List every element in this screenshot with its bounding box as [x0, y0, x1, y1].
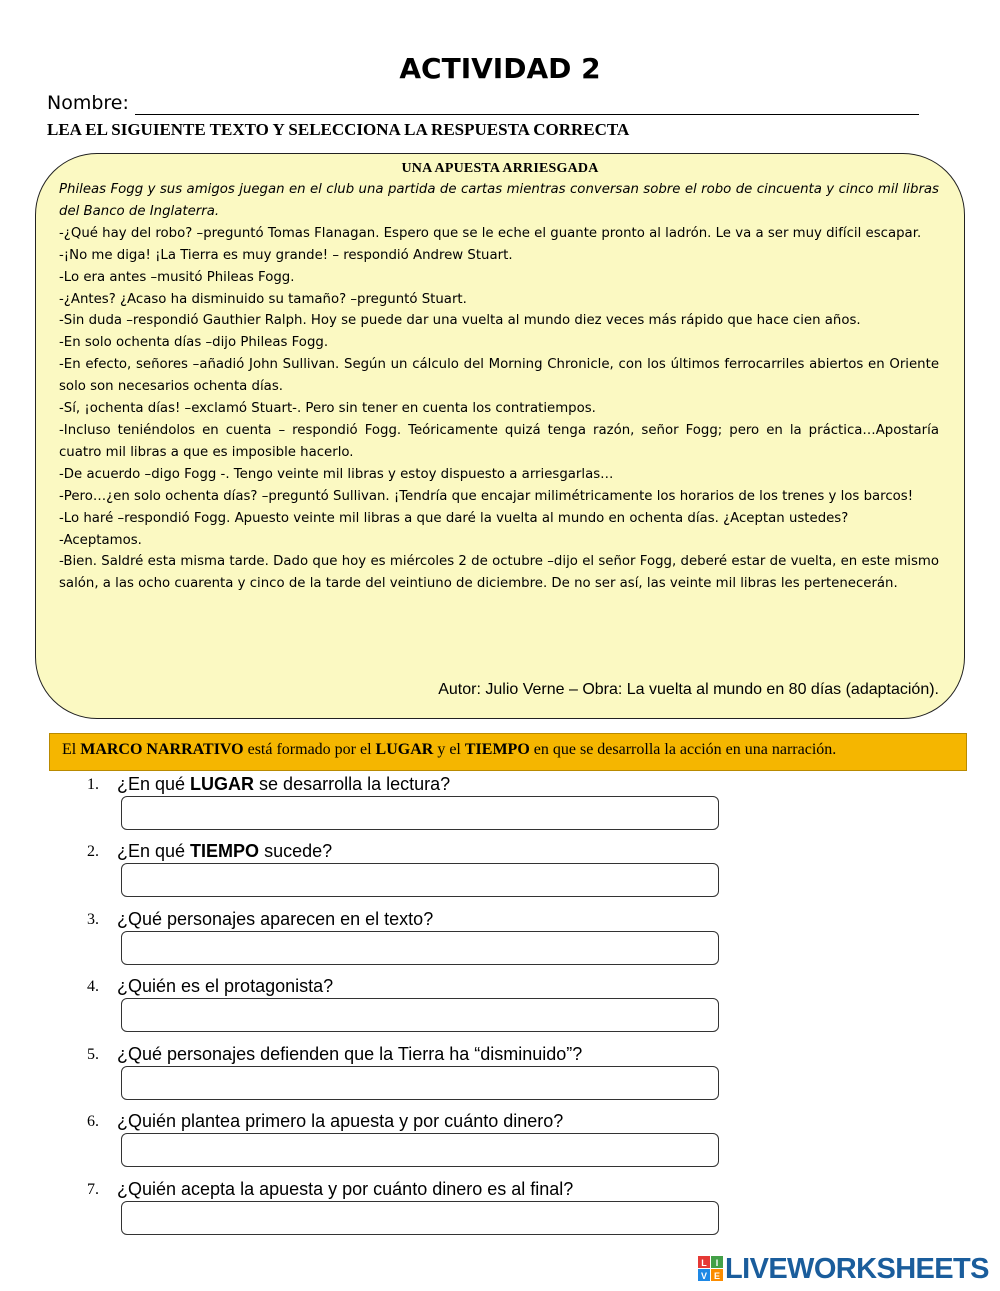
question-4 [0, 978, 1000, 1038]
question-text: ¿Quién es el protagonista? [117, 976, 334, 996]
answer-input[interactable] [121, 796, 719, 830]
name-line [135, 114, 919, 115]
answer-input[interactable] [121, 998, 719, 1032]
note-text: y el [433, 741, 465, 758]
question-text: ¿Qué personajes defienden que la Tierra ha “disminuido”? [117, 1044, 583, 1064]
instruction-text: LEA EL SIGUIENTE TEXTO Y SELECCIONA LA RESPUESTA CORRECTA [47, 120, 630, 139]
question-text: ¿En qué LUGAR se desarrolla la lectura? [117, 774, 451, 794]
question-text: ¿Quién plantea primero la apuesta y por cuánto dinero? [117, 1111, 564, 1131]
question-number: 6. [87, 1113, 99, 1130]
story-line: -Lo era antes –musitó Phileas Fogg. [59, 269, 295, 285]
svg-text:E: E [713, 1271, 721, 1281]
answer-input[interactable] [121, 863, 719, 897]
name-label: Nombre: [47, 92, 129, 114]
question-number: 4. [87, 978, 99, 995]
story-line: -¿Qué hay del robo? –preguntó Tomas Flanagan. Espero que se le eche el guante pronto al ladrón. Le va a ser muy difícil escapar. [59, 225, 922, 241]
note-text: El [62, 741, 81, 758]
story-line: -Sí, ¡ochenta días! –exclamó Stuart-. Pero sin tener en cuenta los contratiempos. [59, 401, 596, 417]
question-number: 5. [87, 1046, 99, 1063]
question-1 [0, 776, 1000, 836]
svg-text:V: V [700, 1271, 708, 1281]
story-author: Autor: Julio Verne – Obra: La vuelta al mundo en 80 días (adaptación). [438, 681, 939, 698]
question-number: 7. [87, 1181, 99, 1198]
story-line: -Sin duda –respondió Gauthier Ralph. Hoy se puede dar una vuelta al mundo diez veces más rápido que hace cien años. [59, 313, 861, 329]
worksheet-title: ACTIVIDAD 2 [399, 52, 601, 85]
question-number: 3. [87, 911, 99, 928]
question-text: ¿Quién acepta la apuesta y por cuánto dinero es al final? [117, 1179, 574, 1199]
note-bold: MARCO NARRATIVO [80, 741, 244, 758]
liveworksheets-mark-icon [698, 1256, 724, 1282]
story-line: -Incluso teniéndolos en cuenta – respondió Fogg. Teóricamente quizá tenga razón, señor Fogg; pero en la práctica…Apostaría cuatro mil libras a que es imposible hacerlo. [59, 422, 939, 460]
liveworksheets-logo [698, 1253, 994, 1285]
question-3 [0, 911, 1000, 971]
question-number: 2. [87, 843, 99, 860]
narrative-note-bar [49, 733, 967, 771]
story-line: -En solo ochenta días –dijo Phileas Fogg. [59, 335, 329, 351]
question-number: 1. [87, 776, 99, 793]
story-intro: Phileas Fogg y sus amigos juegan en el club una partida de cartas mientras conversan sobre el robo de cincuenta y cinco mil libras del Banco de Inglaterra. [59, 182, 939, 219]
question-7 [0, 1181, 1000, 1241]
svg-text:I: I [715, 1258, 719, 1268]
note-text: está formado por el [243, 741, 376, 758]
story-line: -Aceptamos. [59, 532, 142, 548]
svg-text:L: L [701, 1258, 707, 1268]
question-text: ¿En qué TIEMPO sucede? [117, 841, 333, 861]
story-text [59, 179, 939, 595]
story-line: -Lo haré –respondió Fogg. Apuesto veinte mil libras a que daré la vuelta al mundo en ochenta días. ¿Aceptan ustedes? [59, 510, 849, 526]
note-bold: LUGAR [375, 741, 434, 758]
question-2 [0, 843, 1000, 903]
note-text: en que se desarrolla la acción en una narración. [529, 741, 837, 758]
question-5 [0, 1046, 1000, 1106]
answer-input[interactable] [121, 1066, 719, 1100]
name-row [47, 92, 927, 118]
answer-input[interactable] [121, 931, 719, 965]
question-text: ¿Qué personajes aparecen en el texto? [117, 909, 434, 929]
answer-input[interactable] [121, 1201, 719, 1235]
story-line: -En efecto, señores –añadió John Sullivan. Según un cálculo del Morning Chronicle, con los últimos ferrocarriles abiertos en Oriente solo son necesarios ochenta días. [59, 357, 939, 395]
story-line: -¿Antes? ¿Acaso ha disminuido su tamaño? –preguntó Stuart. [59, 291, 467, 307]
logo-text: LIVEWORKSHEETS [725, 1253, 989, 1285]
story-line: -Bien. Saldré esta misma tarde. Dado que hoy es miércoles 2 de octubre –dijo el señor Fogg, deberé estar de vuelta, en este mismo salón, a las ocho cuarenta y cinco de la tarde del veintiuno de diciembre. De no ser así, las veinte mil libras les pertenecerán. [59, 554, 939, 592]
note-bold: TIEMPO [464, 741, 530, 758]
story-line: -Pero…¿en solo ochenta días? –preguntó Sullivan. ¡Tendría que encajar milimétricamente los horarios de los trenes y los barcos! [59, 488, 914, 504]
story-title: UNA APUESTA ARRIESGADA [401, 161, 599, 176]
answer-input[interactable] [121, 1133, 719, 1167]
question-6 [0, 1113, 1000, 1173]
story-line: -De acuerdo –digo Fogg -. Tengo veinte mil libras y estoy dispuesto a arriesgarlas… [59, 466, 614, 482]
story-line: -¡No me diga! ¡La Tierra es muy grande! – respondió Andrew Stuart. [59, 247, 513, 263]
